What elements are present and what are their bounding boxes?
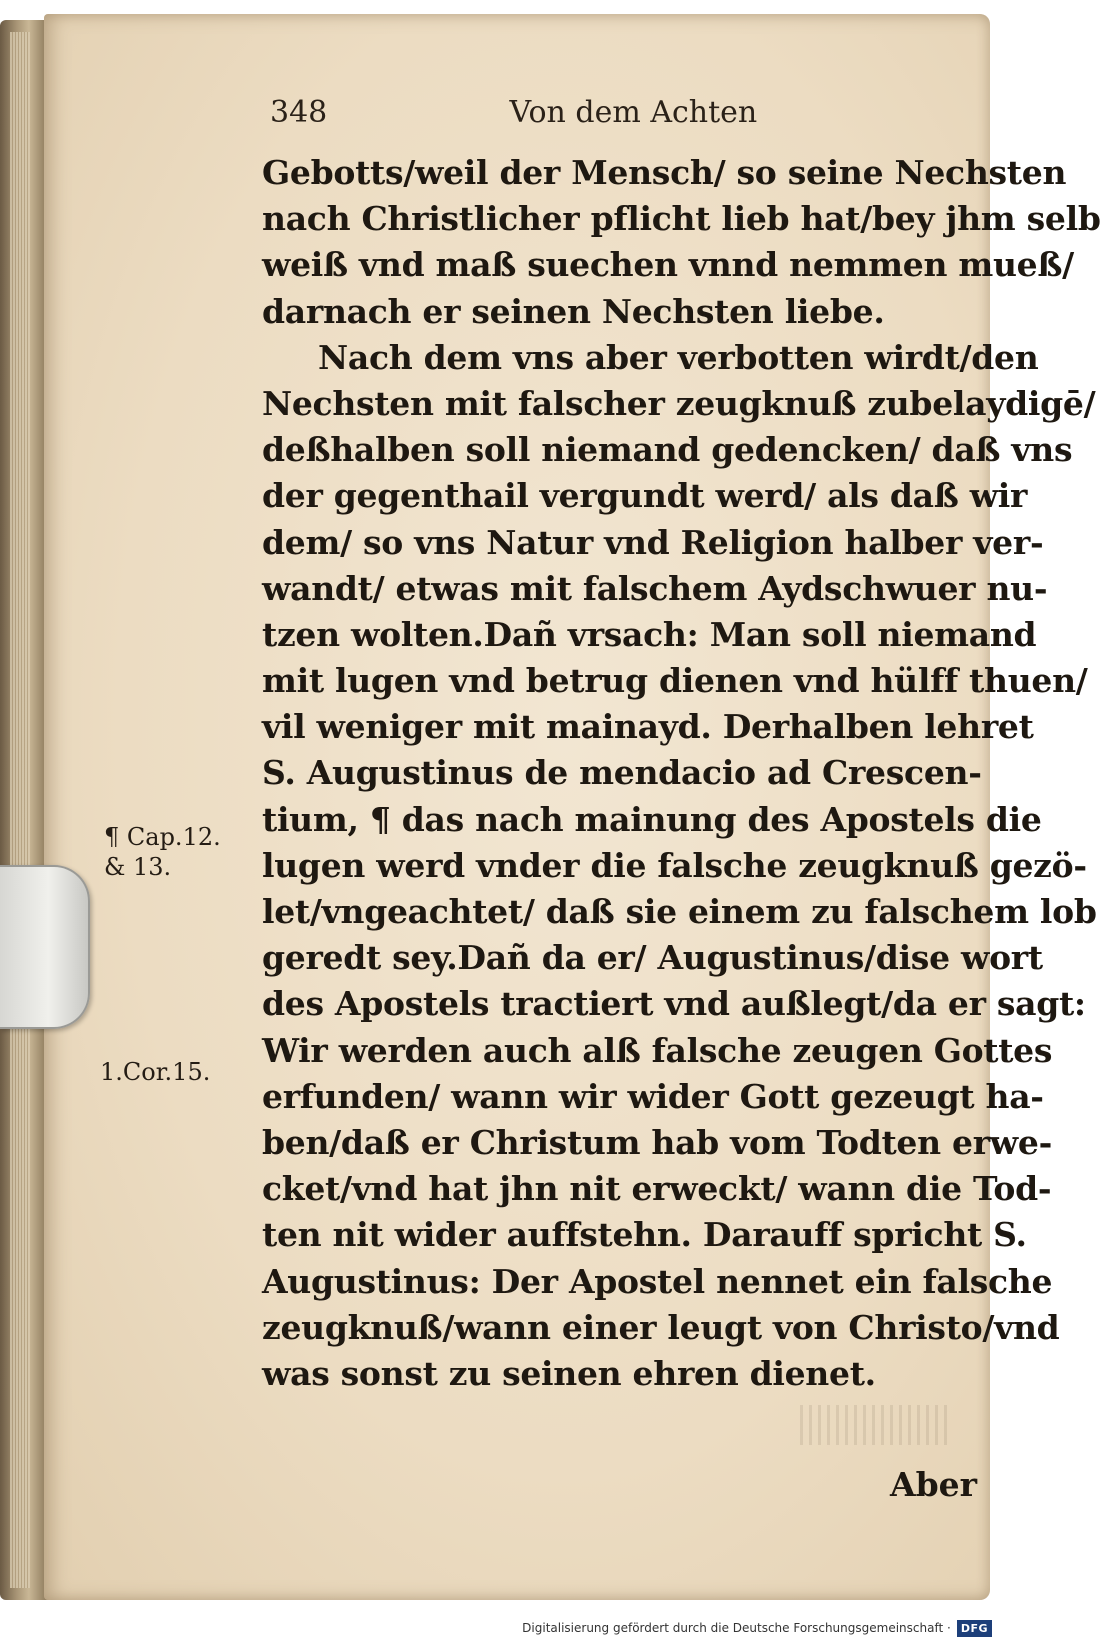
text-line: S. Augustinus de mendacio ad Crescen- — [262, 753, 982, 793]
text-line: des Apostels tractiert vnd außlegt/da er sagt: — [262, 984, 1086, 1024]
text-line: mit lugen vnd betrug dienen vnd hülff thuen/ — [262, 661, 1088, 701]
text-line: dem/ so vns Natur vnd Religion halber ver- — [262, 522, 1044, 562]
margin-note-line: & 13. — [104, 853, 172, 881]
text-line: nach Christlicher pflicht lieb hat/bey jhm selb — [262, 199, 1101, 239]
text-line: Nach dem vns aber verbotten wirdt/den — [318, 337, 1039, 377]
text-line: Gebotts/weil der Mensch/ so seine Nechsten — [262, 153, 1067, 192]
catchword: Aber — [890, 1465, 978, 1504]
page-header — [270, 95, 757, 130]
text-line: Wir werden auch alß falsche zeugen Gottes — [262, 1030, 1053, 1070]
text-line: was sonst zu seinen ehren dienet. — [262, 1353, 876, 1393]
text-line: vil weniger mit mainayd. Derhalben lehret — [262, 707, 1034, 747]
margin-note-cap — [104, 822, 221, 882]
page-stack — [10, 32, 30, 1588]
text-line: let/vngeachtet/ daß sie einem zu falschem lob — [262, 892, 1097, 931]
text-line: erfunden/ wann wir wider Gott gezeugt ha- — [262, 1076, 1044, 1116]
margin-note-line: ¶ Cap.12. — [104, 823, 221, 851]
text-line: deßhalben soll niemand gedencken/ daß vns — [262, 430, 1073, 470]
text-line: cket/vnd hat jhn nit erweckt/ wann die Tod- — [262, 1169, 1052, 1209]
text-line: der gegenthail vergundt werd/ als daß wir — [262, 476, 1028, 516]
dfg-logo: DFG — [957, 1620, 992, 1637]
text-line: tzen wolten.Dañ vrsach: Man soll niemand — [262, 614, 1037, 654]
show-through-ink — [800, 1405, 950, 1445]
footer-credit — [520, 1617, 1000, 1639]
text-line: lugen werd vnder die falsche zeugknuß gezö- — [262, 845, 1087, 885]
text-line: geredt sey.Dañ da er/ Augustinus/dise wort — [262, 938, 1043, 978]
text-line: weiß vnd maß suechen vnnd nemmen mueß/ — [262, 245, 1074, 285]
running-title: Von dem Achten — [509, 95, 758, 130]
text-line: tium, ¶ das nach mainung des Apostels die — [262, 799, 1042, 839]
page-clip — [0, 865, 90, 1029]
text-line: ten nit wider auffstehn. Darauff spricht S. — [262, 1215, 1027, 1255]
folio-number: 348 — [270, 95, 328, 130]
text-line: ben/daß er Christum hab vom Todten erwe- — [262, 1122, 1052, 1162]
body-text — [262, 150, 1101, 1397]
text-line: darnach er seinen Nechsten liebe. — [262, 291, 885, 331]
text-line: Nechsten mit falscher zeugknuß zubelaydigē/ — [262, 383, 1096, 423]
margin-note-cor: 1.Cor.15. — [100, 1058, 211, 1086]
text-line: zeugknuß/wann einer leugt von Christo/vnd — [262, 1307, 1060, 1347]
text-line: wandt/ etwas mit falschem Aydschwuer nu- — [262, 568, 1048, 608]
credit-text: Digitalisierung gefördert durch die Deutsche Forschungsgemeinschaft · — [522, 1621, 951, 1635]
text-line: Augustinus: Der Apostel nennet ein falsche — [262, 1261, 1053, 1301]
